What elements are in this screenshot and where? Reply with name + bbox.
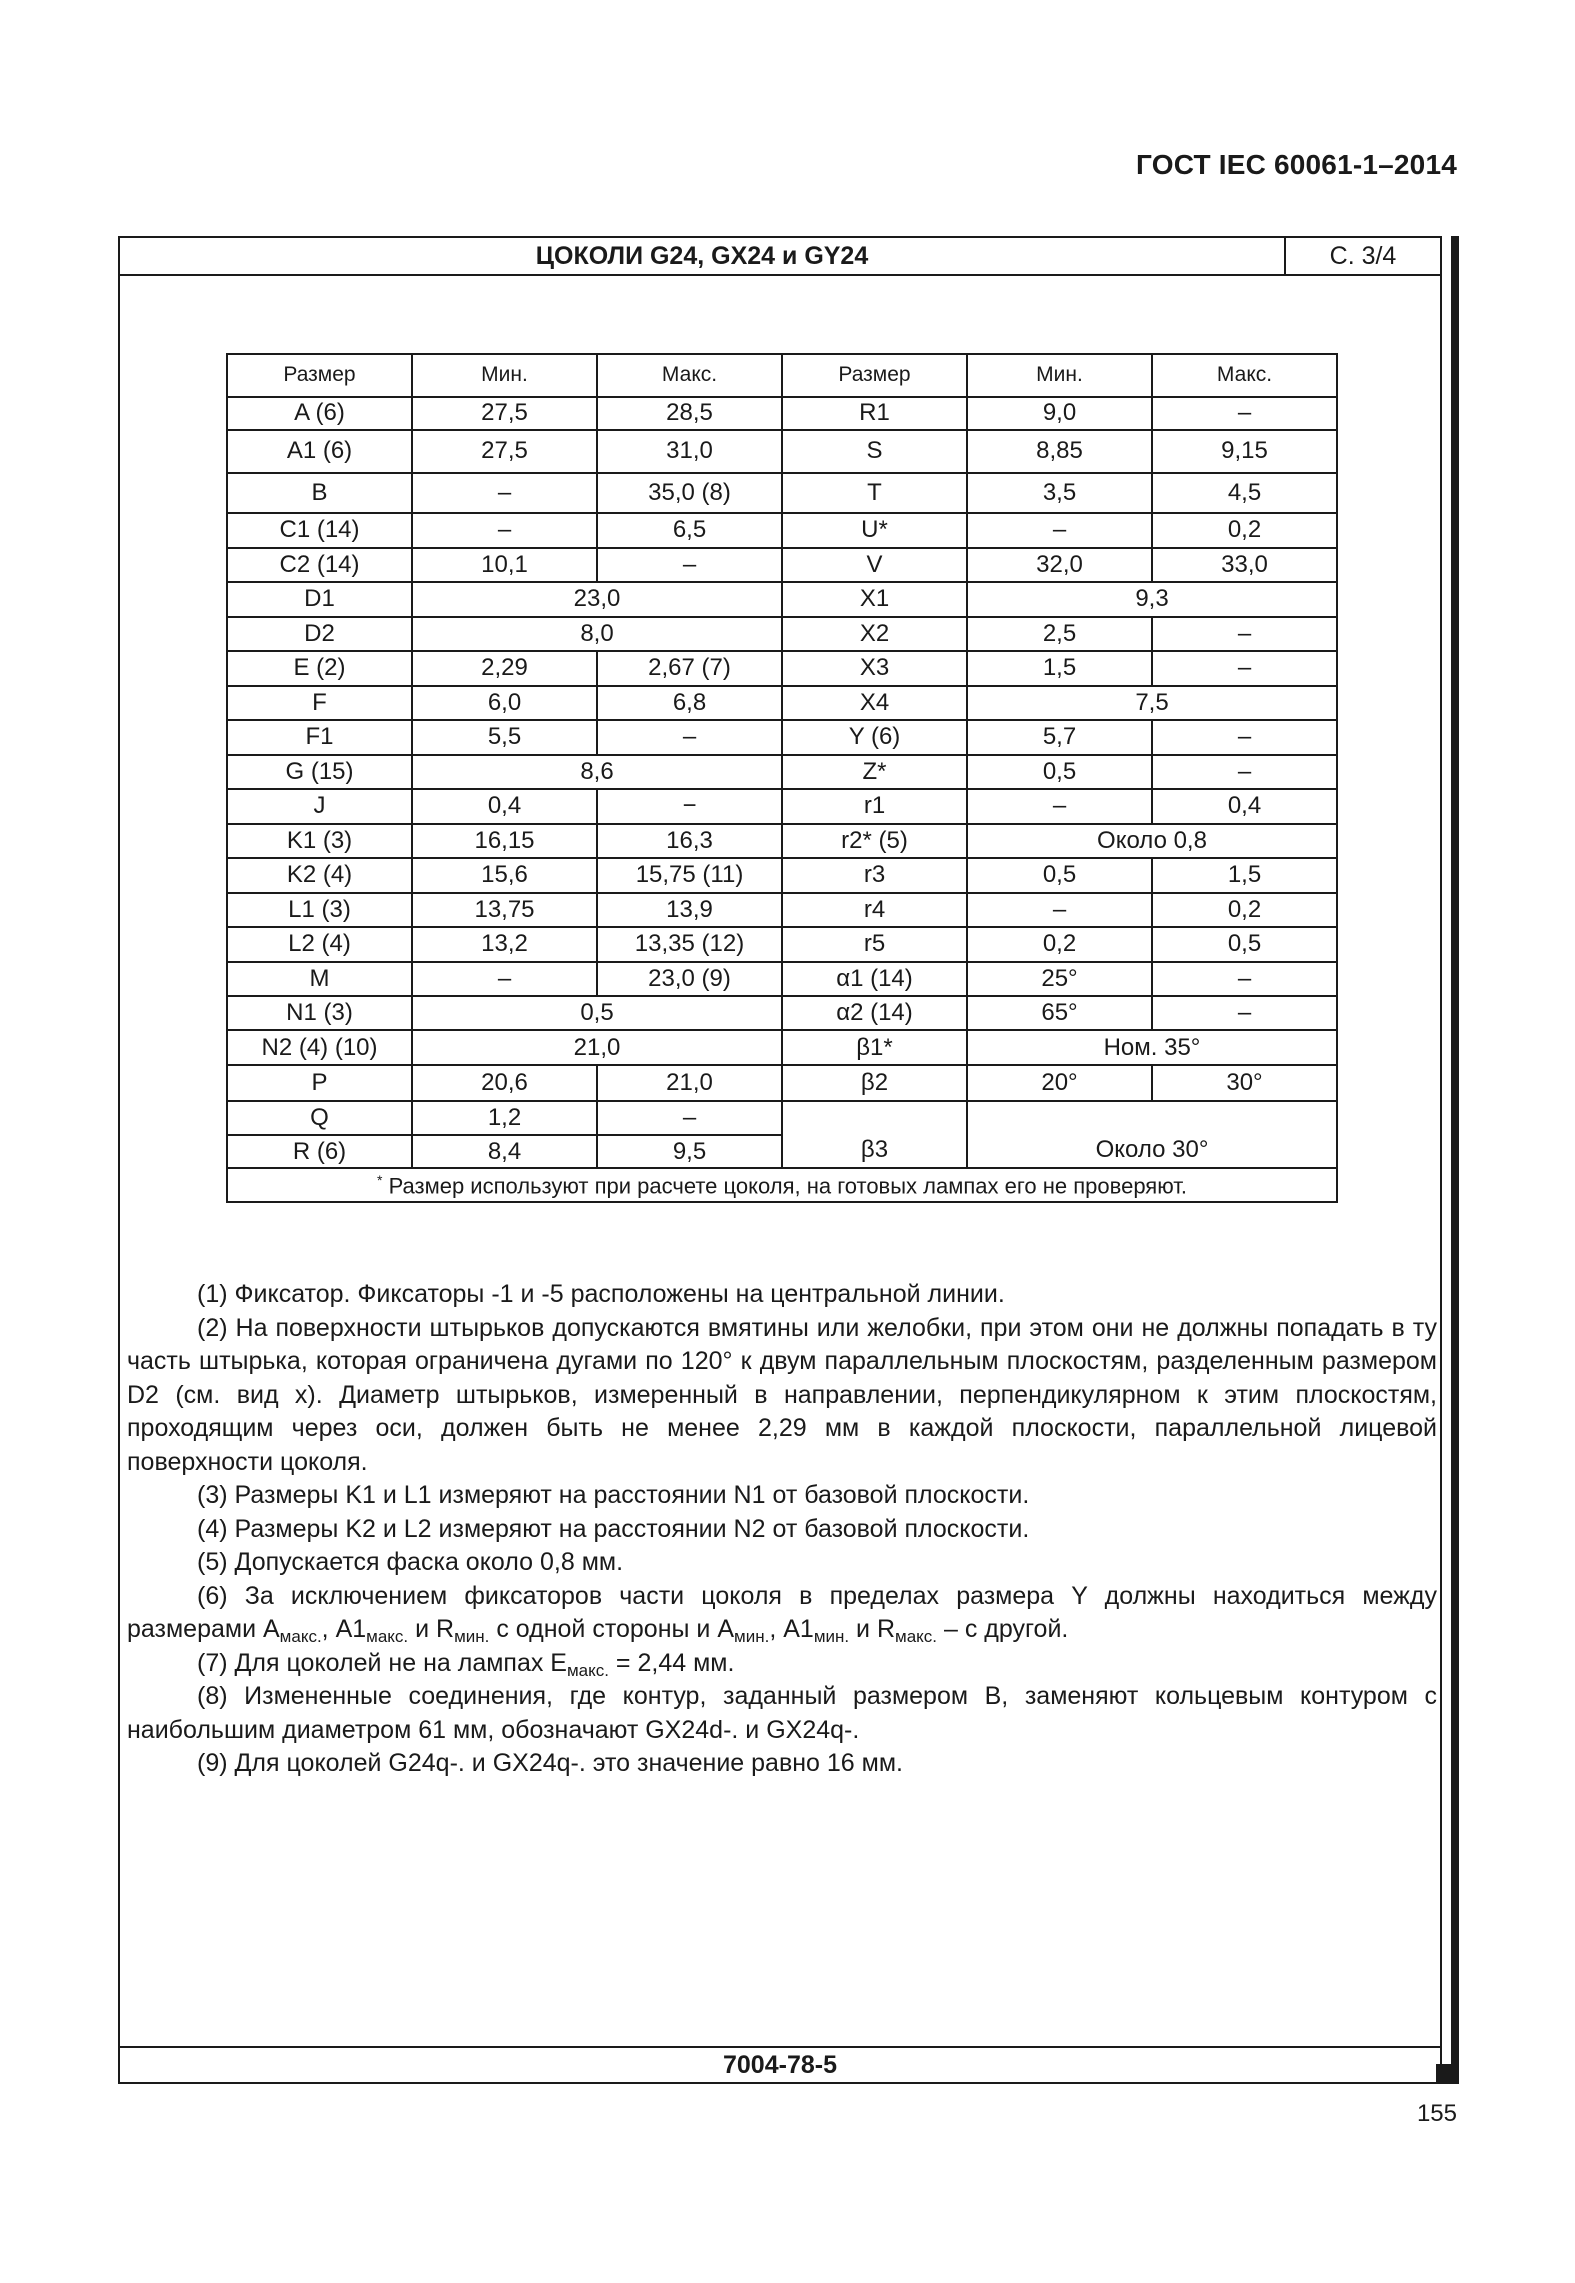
footnote-mark: *: [377, 1171, 383, 1188]
table-cell: –: [1152, 397, 1337, 430]
table-cell: –: [597, 548, 782, 582]
note-7: [127, 1647, 1437, 1681]
note-2: (2) На поверхности штырьков допускаются вмятины или желобки, при этом они не должны попадать в ту часть штырька, которая ограничена дугами по 120° к двум параллельным плоскостям, разделенным размером D2 (см. вид x). Диаметр штырьков, измеренный в направлении, перпендикулярном к этим плоскостям, проходящим через оси, должен быть не менее 2,29 мм в каждой плоскости, параллельной лицевой поверхности цоколя.: [127, 1313, 1437, 1476]
table-row: [227, 430, 1337, 473]
header-cell: Макс.: [597, 354, 782, 397]
table-row: [227, 824, 1337, 858]
table-cell: F: [227, 686, 412, 720]
table-row: [227, 962, 1337, 996]
table-cell: 21,0: [412, 1030, 782, 1064]
table-row: [227, 397, 1337, 430]
table-row: [227, 1030, 1337, 1064]
note-6-text: с одной стороны и A: [489, 1615, 735, 1643]
table-cell: 13,75: [412, 893, 597, 927]
table-cell: 16,3: [597, 824, 782, 858]
table-cell: 32,0: [967, 548, 1152, 582]
table-cell: 8,0: [412, 617, 782, 651]
table-cell: A (6): [227, 397, 412, 430]
table-cell: 9,0: [967, 397, 1152, 430]
table-cell: r1: [782, 789, 967, 823]
table-cell: 7,5: [967, 686, 1337, 720]
table-cell: 20°: [967, 1065, 1152, 1102]
table-cell: 5,7: [967, 720, 1152, 754]
frame-header: [120, 238, 1440, 276]
table-cell: 6,5: [597, 513, 782, 547]
table-row: [227, 686, 1337, 720]
table-cell: 8,6: [412, 755, 782, 789]
table-cell: 8,85: [967, 430, 1152, 473]
table-cell: 0,2: [1152, 893, 1337, 927]
table-cell: 0,5: [967, 755, 1152, 789]
table-row: [227, 582, 1337, 616]
header-cell: Размер: [782, 354, 967, 397]
table-cell: 4,5: [1152, 473, 1337, 514]
table-cell: 21,0: [597, 1065, 782, 1102]
table-cell: 0,2: [1152, 513, 1337, 547]
table-cell: 2,29: [412, 651, 597, 685]
note-6-subscript: макс.: [279, 1627, 322, 1646]
table-cell: Ном. 35°: [967, 1030, 1337, 1064]
table-cell: Q: [227, 1101, 412, 1134]
table-row: [227, 651, 1337, 685]
table-cell: F1: [227, 720, 412, 754]
table-row: [227, 996, 1337, 1030]
table-cell: 16,15: [412, 824, 597, 858]
note-6-text: , A1: [769, 1615, 814, 1643]
table-cell: 15,6: [412, 858, 597, 892]
sheet-code: 7004-78-5: [120, 2046, 1440, 2082]
table-row: [227, 548, 1337, 582]
table-cell: –: [597, 720, 782, 754]
note-6-subscript: мин.: [813, 1627, 850, 1646]
header-cell: Мин.: [967, 354, 1152, 397]
table-row: [227, 473, 1337, 514]
table-cell: 1,5: [967, 651, 1152, 685]
table-cell: 13,2: [412, 927, 597, 961]
note-6-subscript: макс.: [895, 1627, 938, 1646]
table-cell: R (6): [227, 1135, 412, 1168]
note-7-text: = 2,44 мм.: [608, 1648, 735, 1677]
note-7-subscript: макс.: [566, 1660, 609, 1680]
table-cell: G (15): [227, 755, 412, 789]
note-6-text: (6) За исключением фиксаторов части цоколя в пределах размера Y должны находиться между размерами A: [127, 1581, 1437, 1643]
note-1: (1) Фиксатор. Фиксаторы -1 и -5 расположены на центральной линии.: [197, 1280, 1005, 1308]
table-cell: 33,0: [1152, 548, 1337, 582]
table-cell: Y (6): [782, 720, 967, 754]
table-cell: 10,1: [412, 548, 597, 582]
standard-code: ГОСТ IEC 60061-1–2014: [1136, 149, 1457, 180]
table-row: [227, 789, 1337, 823]
table-cell: 6,8: [597, 686, 782, 720]
table-cell: –: [1152, 996, 1337, 1030]
table-cell: –: [1152, 651, 1337, 685]
table-cell: 31,0: [597, 430, 782, 473]
table-cell: −: [597, 789, 782, 823]
note-8: (8) Измененные соединения, где контур, заданный размером B, заменяют кольцевым контуром с наибольшим диаметром 61 мм, обозначают GX24d-. и GX24q-.: [127, 1682, 1437, 1744]
table-cell: B: [227, 473, 412, 514]
table-cell: 65°: [967, 996, 1152, 1030]
table-cell: β2: [782, 1065, 967, 1102]
table-cell: 25°: [967, 962, 1152, 996]
table-cell: X4: [782, 686, 967, 720]
table-row: [227, 927, 1337, 961]
table-cell: α2 (14): [782, 996, 967, 1030]
note-5: (5) Допускается фаска около 0,8 мм.: [197, 1548, 624, 1576]
note-7-text: (7) Для цоколей не на лампах E: [197, 1648, 567, 1677]
table-cell: –: [1152, 720, 1337, 754]
table-cell: 9,5: [597, 1135, 782, 1168]
table-cell: –: [967, 893, 1152, 927]
header-cell: Мин.: [412, 354, 597, 397]
header-cell: Размер: [227, 354, 412, 397]
frame-shadow-right: [1451, 236, 1459, 2084]
note-3: (3) Размеры K1 и L1 измеряют на расстоянии N1 от базовой плоскости.: [197, 1481, 1030, 1509]
table-cell: M: [227, 962, 412, 996]
table-cell: A1 (6): [227, 430, 412, 473]
table-cell: –: [597, 1101, 782, 1134]
table-row: [227, 858, 1337, 892]
table-cell: C2 (14): [227, 548, 412, 582]
table-row: [227, 1065, 1337, 1102]
table-cell: 0,2: [967, 927, 1152, 961]
table-cell: 13,35 (12): [597, 927, 782, 961]
note-6-subscript: макс.: [366, 1627, 409, 1646]
table-row: [227, 755, 1337, 789]
footnote-text: Размер используют при расчете цоколя, на готовых лампах его не проверяют.: [388, 1172, 1187, 1198]
table-cell: 15,75 (11): [597, 858, 782, 892]
page-number: 155: [1416, 2100, 1457, 2127]
table-cell: 2,67 (7): [597, 651, 782, 685]
table-cell: 0,4: [1152, 789, 1337, 823]
table-cell: V: [782, 548, 967, 582]
table-footnote: [227, 1168, 1337, 1202]
table-cell: 5,5: [412, 720, 597, 754]
note-4: (4) Размеры K2 и L2 измеряют на расстоянии N2 от базовой плоскости.: [197, 1514, 1030, 1543]
table-cell: S: [782, 430, 967, 473]
table-cell: 0,5: [967, 858, 1152, 892]
table-cell: 28,5: [597, 397, 782, 430]
table-cell: 9,3: [967, 582, 1337, 616]
table-cell: 23,0: [412, 582, 782, 616]
table-cell: 0,5: [412, 996, 782, 1030]
table-row: [227, 893, 1337, 927]
table-cell: –: [967, 789, 1152, 823]
table-cell: β3: [782, 1101, 967, 1168]
table-cell: P: [227, 1065, 412, 1102]
table-row: [227, 617, 1337, 651]
note-6-subscript: мин.: [734, 1627, 770, 1646]
table-cell: –: [412, 513, 597, 547]
table-cell: r3: [782, 858, 967, 892]
table-cell: –: [1152, 617, 1337, 651]
table-header-row: [227, 354, 1337, 397]
table-cell: T: [782, 473, 967, 514]
table-cell: 8,4: [412, 1135, 597, 1168]
table-cell: –: [412, 473, 597, 514]
table-row: [227, 720, 1337, 754]
table-cell: α1 (14): [782, 962, 967, 996]
note-6: [127, 1580, 1437, 1647]
table-cell: 6,0: [412, 686, 597, 720]
table-cell: L1 (3): [227, 893, 412, 927]
table-cell: –: [967, 513, 1152, 547]
sheet-number: С. 3/4: [1284, 238, 1440, 274]
table-cell: 1,2: [412, 1101, 597, 1134]
table-cell: r2* (5): [782, 824, 967, 858]
header-cell: Макс.: [1152, 354, 1337, 397]
table-cell: 23,0 (9): [597, 962, 782, 996]
table-cell: J: [227, 789, 412, 823]
table-cell: X2: [782, 617, 967, 651]
table-cell: X1: [782, 582, 967, 616]
note-6-text: , A1: [321, 1615, 367, 1643]
note-9: (9) Для цоколей G24q-. и GX24q-. это значение равно 16 мм.: [197, 1749, 903, 1777]
note-6-text: и R: [849, 1615, 896, 1643]
table-cell: Около 0,8: [967, 824, 1337, 858]
table-cell: 1,5: [1152, 858, 1337, 892]
table-cell: K2 (4): [227, 858, 412, 892]
note-6-subscript: мин.: [454, 1627, 490, 1646]
table-cell: 0,5: [1152, 927, 1337, 961]
table-cell: E (2): [227, 651, 412, 685]
table-cell: 3,5: [967, 473, 1152, 514]
table-cell: K1 (3): [227, 824, 412, 858]
table-cell: L2 (4): [227, 927, 412, 961]
table-cell: Z*: [782, 755, 967, 789]
table-cell: D1: [227, 582, 412, 616]
table-cell: X3: [782, 651, 967, 685]
table-cell: 0,4: [412, 789, 597, 823]
table-cell: 27,5: [412, 397, 597, 430]
table-cell: R1: [782, 397, 967, 430]
table-cell: 27,5: [412, 430, 597, 473]
table-cell: D2: [227, 617, 412, 651]
table-cell: C1 (14): [227, 513, 412, 547]
table-row: [227, 1101, 1337, 1134]
table-cell: 35,0 (8): [597, 473, 782, 514]
note-6-text: – с другой.: [937, 1615, 1069, 1643]
table-cell: 30°: [1152, 1065, 1337, 1102]
table-cell: –: [1152, 962, 1337, 996]
notes-section: [127, 1278, 1437, 1781]
table-cell: U*: [782, 513, 967, 547]
table-cell: r4: [782, 893, 967, 927]
table-cell: β1*: [782, 1030, 967, 1064]
table-cell: r5: [782, 927, 967, 961]
note-6-text: и R: [408, 1615, 455, 1643]
frame-title: ЦОКОЛИ G24, GX24 и GY24: [535, 242, 869, 270]
table-footnote-row: [227, 1168, 1337, 1202]
table-cell: N2 (4) (10): [227, 1030, 412, 1064]
dimensions-table: [226, 353, 1338, 1203]
table-cell: N1 (3): [227, 996, 412, 1030]
table-row: [227, 513, 1337, 547]
table-cell: Около 30°: [967, 1101, 1337, 1168]
table-cell: 20,6: [412, 1065, 597, 1102]
table-cell: –: [1152, 755, 1337, 789]
table-cell: 13,9: [597, 893, 782, 927]
table-cell: –: [412, 962, 597, 996]
table-cell: 9,15: [1152, 430, 1337, 473]
table-cell: 2,5: [967, 617, 1152, 651]
